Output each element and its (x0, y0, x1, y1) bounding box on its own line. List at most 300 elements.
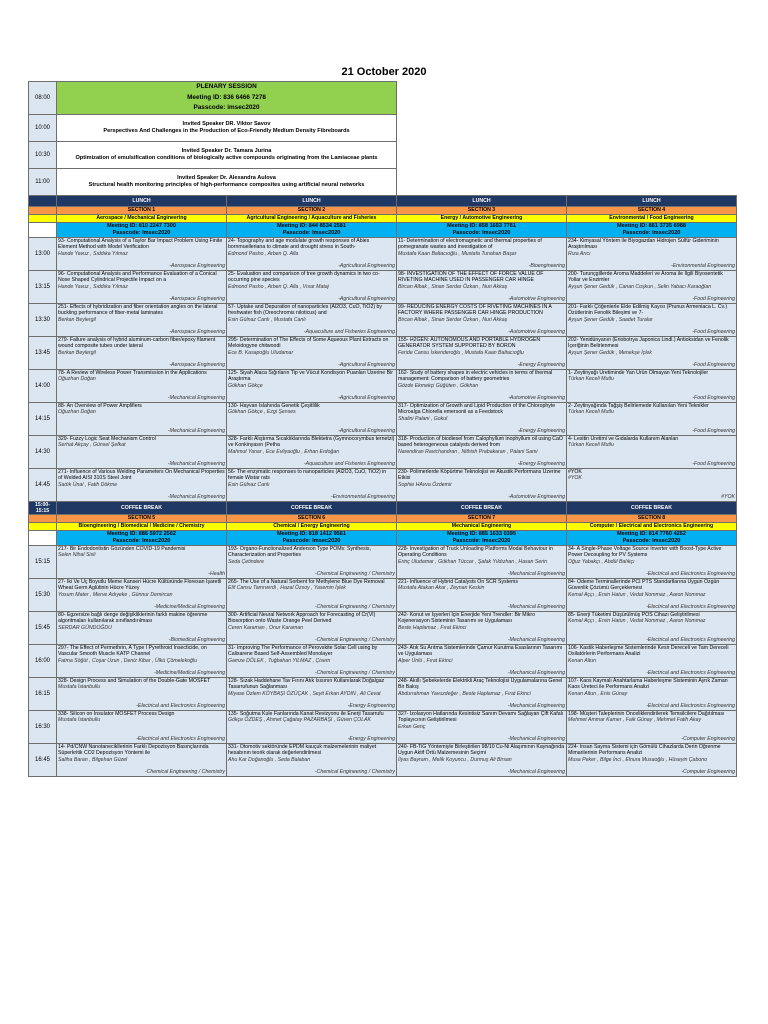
paper-authors: Ahu Kar Doğanoğlu , Seda Balaban (228, 756, 311, 763)
paper-area: -Energy Engineering (517, 427, 565, 434)
paper-area: -Computer Engineering (681, 768, 735, 775)
paper-cell (57, 402, 227, 435)
time-cell: 15:00-15:15 (29, 501, 57, 514)
paper-authors: Fatma Söğüt , Coşar Uzun , Deniz Kibar , Ülkü Çömelekoğlu (58, 657, 197, 664)
paper-area: -Energy Engineering (347, 735, 395, 742)
paper-title: 25- Evaluation and comparison of tree growth dynamics in two co-occurring pine species (228, 270, 380, 284)
paper-title: 240- FB-TiG Yöntemiyle Birleştirilen 98/10 Cu-Ni Alaşımının Kaynağında Uygun Aktif Örtü Malzemesinin Seçimi (398, 743, 565, 757)
paper-authors: Türkan Keceli Mutlu (568, 442, 614, 449)
time-cell: 16:15 (29, 677, 57, 710)
paper-title: 297- The Effect of Permethrin, A Type I Pyrethroid Insecticide, on Vascular Smooth Muscle KATP Channel (58, 644, 207, 658)
empty-cell (29, 514, 57, 522)
invited-row (29, 114, 737, 141)
time-cell: 10:30 (29, 141, 57, 168)
time-cell: 14:15 (29, 402, 57, 435)
paper-authors: Oğuzhan Doğan (58, 409, 96, 416)
time-cell: 15:45 (29, 611, 57, 644)
paper-title: 318- Production of biodiesel from Calophyllum inophyllum oil using CaO based heterogeneous catalysts derived from (398, 435, 563, 449)
section-label: SECTION 6 (227, 514, 397, 522)
paper-cell (57, 369, 227, 402)
paper-cell (567, 270, 737, 303)
paper-cell (567, 435, 737, 468)
paper-cell (227, 677, 397, 710)
paper-area: -Food Engineering (692, 427, 735, 434)
paper-area: -Agricultural Engineering (338, 361, 395, 368)
empty-cell (29, 206, 57, 214)
paper-area: -Aerospace Engineering (169, 295, 225, 302)
paper-authors: Erkan Genç (398, 723, 426, 730)
empty-cell (29, 222, 57, 237)
time-cell: 16:30 (29, 710, 57, 743)
paper-cell (397, 677, 567, 710)
meeting-info (397, 530, 567, 545)
paper-cell (57, 611, 227, 644)
meeting-info (567, 530, 737, 545)
paper-title: 243- Atık Su Arıtma Sistemlerinde Çamur Kurutma Esaslarının Tasarımı ve Uygulaması (398, 644, 563, 658)
paper-title: 27- İki Ve Üç Boyutlu Meme Kanseri Hücre Kültüründe Floresan İşaretli Wheat Germ Aglütinin Hücre Yüzey (58, 578, 222, 592)
time-cell: 14:45 (29, 468, 57, 501)
paper-area: -Chemical Engineering / Chemistry (314, 768, 395, 775)
session-row (29, 677, 737, 710)
paper-cell (397, 710, 567, 743)
paper-area: -Electrical and Electronics Engineering (646, 669, 735, 676)
paper-title: 155- H2GEN: AUTONOMOUS AND PORTABLE HYDROGEN GENERATOR SYSTEM SUPPORTED BY BORON (398, 336, 541, 350)
section-label: SECTION 7 (397, 514, 567, 522)
paper-title: 224- İnsan Sayma Sistemi için Gömülü Cihazlarda Derin Öğrenme Mimarilerinin Performans Analizi (568, 743, 721, 757)
section-label: SECTION 2 (227, 206, 397, 214)
meeting-info (57, 530, 227, 545)
paper-cell (227, 578, 397, 611)
time-cell: 15:30 (29, 578, 57, 611)
paper-area: -Electrical and Electronics Engineering (646, 636, 735, 643)
paper-cell (227, 743, 397, 776)
paper-authors: Mustafa Atakan Akar , Zeynan Keskin (398, 585, 485, 592)
paper-authors: Shalini Palani , Gokul (398, 415, 448, 422)
meeting-id: Meeting ID: 886 5972 2562 (106, 530, 177, 537)
paper-title: 56- The enzymatic responses to nanoparticles (Al2O3, CuO, TiO2) in female Wistar rats (228, 468, 387, 482)
section-topic: Mechanical Engineering (397, 522, 567, 530)
paper-area: -Energy Engineering (517, 361, 565, 368)
paper-area: -Aerospace Engineering (169, 361, 225, 368)
paper-authors: Mehmet Ammar Kamer , Faik Günay , Mehmet Fatih Akay (568, 717, 702, 724)
paper-cell (567, 237, 737, 270)
paper-cell (227, 402, 397, 435)
paper-authors: Seda Çetindere (228, 558, 265, 565)
paper-authors: Edmond Pasho , Arben Q. Alla , Vısar Mataj (228, 283, 329, 290)
paper-title: 24- Topography and age modulate growth responses of Abies bornmuelleriana to climate and drought stress in South- (228, 237, 370, 251)
coffee-break-label: COFFEE BREAK (57, 501, 227, 514)
section-topic: Computer / Electrical and Electronics Engineering (567, 522, 737, 530)
paper-area: -Food Engineering (692, 295, 735, 302)
paper-title: 80- Egzersize bağlı denge değişikliklerinin farklı makine öğrenme algoritmaları kullanılarak sınıflandırılması (58, 611, 208, 625)
paper-cell (57, 468, 227, 501)
paper-authors: Esin Gülnaz Canlı (228, 481, 270, 488)
paper-title: 14- Pd/CNW Nanotanecikllerinin Farklı Depozisyon Basınçlarında Süperkritik CO2 Depozisyon Yöntemi ile (58, 743, 209, 757)
paper-authors: Ayşun Şener Gedük , Menekşe İçlek (568, 349, 652, 356)
paper-authors: Kenan Altun , Enis Günay (568, 690, 628, 697)
paper-authors: Oğuzhan Doğan (58, 376, 96, 383)
paper-authors: Türkan Keceli Mutlu (568, 376, 614, 383)
date-title: 21 October 2020 (341, 66, 427, 78)
plenary-session (57, 82, 397, 115)
paper-title: 217- Bir Endodontistin Gözünden COVID-19 Pandemisi (58, 545, 186, 552)
paper-title: 106- Kastik Haberleşme Sistemlerinde Kesir Dereceli ve Tam Dereceli Osilatörlerin Performans Analizi (568, 644, 729, 658)
paper-cell (227, 336, 397, 369)
plenary-line: PLENARY SESSION (196, 83, 257, 90)
session-row (29, 369, 737, 402)
paper-authors: Yosum Mater , Merve Adıyeke , Günnur Demircan (58, 591, 173, 598)
meeting-id: Meeting ID: 861 3735 6988 (616, 222, 687, 229)
empty-cell (29, 214, 57, 222)
paper-authors: Ayşun Şener Gedük , Saadet Turalar (568, 316, 653, 323)
invited-speaker: Invited Speaker Dr. Tamara Jurina (181, 147, 272, 154)
time-cell: 08:00 (29, 82, 57, 115)
paper-area: -Environmental Engineering (330, 493, 395, 500)
paper-area: -Mechanical Engineering (167, 427, 225, 434)
paper-authors: Gamze DÖLEK , Tuğbahan YILMAZ , Çisem (228, 657, 331, 664)
meeting-id: Meeting ID: 885 1633 0395 (446, 530, 517, 537)
paper-cell (397, 336, 567, 369)
invited-talk (57, 114, 397, 141)
paper-area: -Food Engineering (692, 361, 735, 368)
invited-speaker: Invited Speaker Dr. Alexandra Aulova (177, 174, 276, 181)
paper-cell (567, 644, 737, 677)
paper-cell (57, 435, 227, 468)
paper-cell (397, 237, 567, 270)
paper-title: 130- Hayvan Islahında Genetik Çeşitlilik (228, 402, 320, 409)
paper-authors: Narendiran Ravichandran , Nithish Prabakaran , Palani Sami (398, 448, 538, 455)
section-label: SECTION 5 (57, 514, 227, 522)
paper-title: 162- Study of battery shapes in electric vehicles in terms of thermal management: Comparison of battery geometries (398, 369, 553, 383)
paper-area: -Agricultural Engineering (338, 295, 395, 302)
paper-title: 338- Silicon on Insulator MOSFET Process Design (58, 710, 175, 717)
paper-area: -Agricultural Engineering (338, 394, 395, 401)
paper-cell (227, 435, 397, 468)
paper-area: -Environmental Engineering (670, 262, 735, 269)
paper-title: 88- An Overview of Power Amplifiers (58, 402, 142, 409)
paper-cell (567, 468, 737, 501)
paper-authors: Sadık Ünal , Fatih Dökme (58, 481, 118, 488)
meeting-id: Meeting ID: 814 7760 4262 (616, 530, 687, 537)
meeting-passcode: Passcode: Imsec2020 (282, 229, 341, 236)
paper-cell (57, 270, 227, 303)
coffee-break-label: COFFEE BREAK (397, 501, 567, 514)
paper-authors: Ece B. Kasapoğlu Uludamar (228, 349, 294, 356)
paper-authors: Rıza Arıcı (568, 250, 591, 257)
meeting-row (29, 222, 737, 237)
paper-area: -Chemical Engineering / Chemistry (314, 570, 395, 577)
session-row (29, 611, 737, 644)
paper-cell (227, 710, 397, 743)
invited-speaker: Invited Speaker DR. Viktor Savov (182, 120, 271, 127)
paper-authors: Hande Yavuz , Sıddıka Yılmaz (58, 283, 128, 290)
paper-authors: SERDAR GÜNDOĞDU (58, 624, 112, 631)
paper-title: 329- Fuzzy Logic Seat Mechanism Control (58, 435, 156, 442)
meeting-id: Meeting ID: 844 8534 2581 (276, 222, 347, 229)
paper-authors: Kenan Altun (568, 657, 597, 664)
lunch-label: LUNCH (397, 195, 567, 206)
paper-authors: Kemal Aççı , Ersin Hatun , Vedat Nommaz , Aaron Nommaz (568, 618, 706, 625)
paper-title: 98- INVESTIGATION OF THE EFFECT OF FORCE VALUE OF RIVETING MACHINE USED IN PASSENGER CAR HINGE (398, 270, 544, 284)
paper-area: #YOK (721, 493, 735, 500)
paper-authors: Ayşun Şener Gedük , Canan Coşkun , Selin Yabacı Karaoğlan (568, 283, 712, 290)
paper-title: 201- Farklı Çöğenlerle Elde Edilmiş Kayısı (Prunus Armeniaca L. Cv.) Özütlerinin Fenolik Bileşimi ve 7- (568, 303, 728, 317)
paper-area: -Electrical and Electronics Engineering (136, 702, 225, 709)
empty-cell (29, 522, 57, 530)
section-row (29, 514, 737, 522)
paper-cell (57, 303, 227, 336)
paper-cell (397, 270, 567, 303)
invited-title: Optimization of emulsification conditions of biologically active compounds originating from the Lamiaceae plants (75, 154, 378, 161)
paper-authors: Berkan Beylergil (58, 349, 96, 356)
paper-area: -Mechanical Engineering (507, 636, 565, 643)
meeting-row (29, 530, 737, 545)
paper-area: -Mechanical Engineering (167, 460, 225, 467)
meeting-passcode: Passcode: Imsec2020 (112, 537, 171, 544)
paper-area: -Health (208, 570, 225, 577)
paper-area: -Electrical and Electronics Engineering (646, 702, 735, 709)
paper-cell (57, 336, 227, 369)
time-cell: 13:30 (29, 303, 57, 336)
section-label: SECTION 1 (57, 206, 227, 214)
session-row (29, 435, 737, 468)
paper-title: 78- A Review of Wireless Power Transmission in the Applications (58, 369, 207, 376)
paper-cell (397, 369, 567, 402)
meeting-passcode: Passcode: Imsec2020 (112, 229, 171, 236)
paper-cell (57, 237, 227, 270)
meeting-id: Meeting ID: 810 2247 7300 (106, 222, 177, 229)
paper-title: 198- Müşteri Taleplerinin Önceliklendirilerek Temsilcilere Dağıtılması (568, 710, 725, 717)
paper-area: -Medicine/Medical Engineering (154, 669, 225, 676)
lunch-label: LUNCH (227, 195, 397, 206)
meeting-passcode: Passcode: Imsec2020 (622, 537, 681, 544)
session-row (29, 578, 737, 611)
paper-authors: Hande Yavuz , Sıddıka Yılmaz (58, 250, 128, 257)
paper-cell (567, 677, 737, 710)
paper-area: -Aquaculture and Fisheries Engineering (303, 460, 395, 467)
paper-cell (397, 644, 567, 677)
paper-area: -Chemical Engineering / Chemistry (144, 768, 225, 775)
paper-title: 128- Sızak Haddehane Tav Fırını Atık Isısının Kullanılarak Doğalgaz Tasarrufunun Sağlanması (228, 677, 385, 691)
meeting-info (227, 530, 397, 545)
paper-cell (397, 578, 567, 611)
paper-area: -Food Engineering (692, 460, 735, 467)
plenary-line: Meeting ID: 836 6466 7278 (187, 93, 266, 101)
paper-cell (397, 468, 567, 501)
time-cell (29, 195, 57, 206)
paper-area: -Mechanical Engineering (507, 702, 565, 709)
paper-title: #YOK (568, 468, 582, 475)
paper-area: -Automotive Engineering (508, 328, 565, 335)
paper-title: 331- Otomotiv sektöründe EPDM kauçuk malzemelerinin maliyet hesabının teorik olarak değerlendirilmesi (228, 743, 377, 757)
invited-row (29, 168, 737, 195)
paper-cell (227, 303, 397, 336)
paper-title: 2- Zeytinyağında Tağşiş Belirlemede Kullanılan Yeni Teknikler (568, 402, 709, 409)
paper-authors: Miyase Özlem KÖYBAŞI ÖZÜÇAK , Seyit Erkan AYDIN , Ali Cevat (228, 690, 381, 697)
paper-area: -Energy Engineering (347, 702, 395, 709)
time-cell: 14:30 (29, 435, 57, 468)
lunch-label: LUNCH (57, 195, 227, 206)
paper-title: 31- Improving The Performance of Perovskite Solar Cell using by Calixarene Based Self-Assembled Monolayer (228, 644, 378, 658)
plenary-row (29, 82, 737, 115)
session-row (29, 710, 737, 743)
paper-area: -Food Engineering (692, 328, 735, 335)
paper-title: 1- Zeytinyağı Üretiminde Yan Ürün Olmayan Yeni Teknolojiler (568, 369, 709, 376)
paper-authors: Elif Cansu Tamrverdi , Hazal Özsoy , Yasemin İşlek (228, 585, 346, 592)
paper-area: -Mechanical Engineering (507, 768, 565, 775)
paper-title: 202- Yenidünyanın (Eriobotrya Japonica Lindl.) Antioksidan ve Fenolik İçeriğinin Belirlenmesi (568, 336, 729, 350)
paper-title: 135- Soğutma Kule Fanlarında Kanat Revizyonu ile Enerji Tasarrufu (228, 710, 384, 717)
paper-area: -Chemical Engineering / Chemistry (314, 669, 395, 676)
paper-area: -Aerospace Engineering (169, 262, 225, 269)
schedule-table (28, 81, 737, 777)
paper-authors: Mustafa İstanbullu (58, 684, 101, 691)
section-topic: Energy / Automotive Engineering (397, 214, 567, 222)
paper-title: 125- Siyah Alaca Sığırların Tip ve Vücut Kondisyon Puanları Üzerine Bir Araştırma (228, 369, 393, 383)
paper-area: -Mechanical Engineering (507, 669, 565, 676)
coffee-break-label: COFFEE BREAK (567, 501, 737, 514)
paper-authors: Edmond Pasho , Arben Q. Alla (228, 250, 299, 257)
meeting-passcode: Passcode: Imsec2020 (622, 229, 681, 236)
paper-cell (227, 369, 397, 402)
paper-title: 96- Computational Analysis and Performance Evaluation of a Conical Nose Shaped Cylindrical Projectile Impact on a (58, 270, 217, 284)
paper-authors: Gökhan Gökçe (228, 382, 263, 389)
paper-area: -Bioengineering (528, 262, 565, 269)
paper-area: -Automotive Engineering (508, 493, 565, 500)
paper-area: -Mechanical Engineering (507, 570, 565, 577)
paper-area: -Agricultural Engineering (338, 427, 395, 434)
paper-area: -Mechanical Engineering (507, 735, 565, 742)
time-cell: 14:00 (29, 369, 57, 402)
paper-authors: Türkan Keceli Mutlu (568, 409, 614, 416)
paper-area: -Electrical and Electronics Engineering (646, 603, 735, 610)
paper-cell (567, 611, 737, 644)
time-cell: 15:15 (29, 545, 57, 578)
paper-authors: Selen Nihal Sisli (58, 552, 96, 559)
paper-authors: Serhat Akçay , Günsel Şefkat (58, 442, 126, 449)
paper-authors: Kemal Aççı , Ersin Hatun , Vedat Nommaz , Aaron Nommaz (568, 591, 706, 598)
meeting-id: Meeting ID: 858 1653 7761 (446, 222, 517, 229)
time-cell: 13:15 (29, 270, 57, 303)
paper-authors: Esin Gülnaz Canlı , Mustafa Canlı (228, 316, 306, 323)
session-row (29, 237, 737, 270)
paper-cell (57, 677, 227, 710)
meeting-info (57, 222, 227, 237)
section-topic: Bioengineering / Biomedical / Medicine / Chemistry (57, 522, 227, 530)
meeting-passcode: Passcode: Imsec2020 (452, 537, 511, 544)
paper-title: 200- Turunçgillerde Aroma Maddeleri ve Aroma ile İlgili Biyosentetik Yollar ve Enzimler (568, 270, 723, 284)
paper-authors: Ceren Karaman , Onur Karaman (228, 624, 303, 631)
paper-title: 11- Determination of electromagnetic and thermal properties of pomegranate wastes and investigation of (398, 237, 542, 251)
invited-talk (57, 141, 397, 168)
paper-area: -Electrical and Electronics Engineering (646, 570, 735, 577)
paper-title: 34- A Single-Phase Voltage Source Inverter with Boost-Type Active Power Decoupling for PV Systems (568, 545, 722, 559)
meeting-id: Meeting ID: 818 1412 9561 (276, 530, 347, 537)
section-topic: Environmental / Food Engineering (567, 214, 737, 222)
paper-authors: Erinç Uludamar , Gökhan Tüccar , Şafak Yıldızhan , Hasan Serin (398, 558, 547, 565)
paper-title: 251- Effects of hybridization and fiber orientation angles on the lateral buckling performance of fiber-metal laminates (58, 303, 218, 317)
paper-title: 99- REDUCING ENERGY COSTS OF RIVETING MACHINES IN A FACTORY WHERE PASSENGER CAR HINGE PRODUCTION (398, 303, 552, 317)
empty-cell (397, 141, 737, 168)
paper-authors: Berkan Beylergil (58, 316, 96, 323)
section-topic: Chemical / Energy Engineering (227, 522, 397, 530)
paper-area: -Chemical Engineering / Chemistry (314, 636, 395, 643)
paper-area: -Chemical Engineering / Chemistry (314, 603, 395, 610)
paper-cell (57, 710, 227, 743)
meeting-info (397, 222, 567, 237)
paper-cell (227, 545, 397, 578)
paper-cell (567, 402, 737, 435)
paper-title: 234- Kimyasal Yöntem ile Biyogazdan Hidrojen Sülfür Gideriminin Araştırılması (568, 237, 719, 251)
paper-authors: Bircan Albak , Sinan Serdar Özkan , Nuri Akkaş (398, 316, 508, 323)
paper-cell (57, 644, 227, 677)
paper-area: -Automotive Engineering (508, 295, 565, 302)
paper-cell (397, 303, 567, 336)
section-topic: Aerospace / Mechanical Engineering (57, 214, 227, 222)
paper-title: 279- Failure analysis of hybrid aluminum-carbon fiber/epoxy filament wound composite tubes under lateral (58, 336, 216, 350)
paper-cell (567, 743, 737, 776)
paper-cell (57, 545, 227, 578)
paper-cell (397, 743, 567, 776)
paper-title: 271- Influence of Various Welding Parameters On Mechanical Properties of Welded AISI 310S Steel Joint (58, 468, 225, 482)
meeting-info (567, 222, 737, 237)
time-cell: 10:00 (29, 114, 57, 141)
empty-cell (397, 168, 737, 195)
paper-cell (567, 545, 737, 578)
session-row (29, 545, 737, 578)
paper-area: -Food Engineering (692, 394, 735, 401)
paper-area: -Electrical and Electronics Engineering (136, 735, 225, 742)
paper-cell (567, 369, 737, 402)
paper-cell (397, 435, 567, 468)
paper-authors: Abdurrahman Yavuzdeğer , Beste Haplamaz , Fırat Ekinci (398, 690, 531, 697)
session-row (29, 336, 737, 369)
paper-title: 242- Konut ve İşyerleri İçin Enerjide Yeni Trendler: Bir Mikro Kojenerasyon Sisteminin Tasarımı ve Uygulaması (398, 611, 535, 625)
paper-title: 193- Organo-Functionalized Anderson Type POMs: Synthesis, Characterization and Properties (228, 545, 371, 559)
paper-area: -Automotive Engineering (508, 394, 565, 401)
invited-title: Perspectives And Challenges in the Production of Eco-Friendly Medium Density Fibreboards (103, 127, 350, 134)
paper-cell (397, 402, 567, 435)
paper-cell (567, 336, 737, 369)
section-label: SECTION 4 (567, 206, 737, 214)
time-cell: 16:00 (29, 644, 57, 677)
paper-authors: Mahmut Yanar , Ece Evliyaoğlu , Erhan Erdoğan (228, 448, 340, 455)
paper-title: 295- Determination of The Effects of Some Aqueous Plant Extracts on Meloidogyne chitwoodi (228, 336, 389, 350)
coffee-break-label: COFFEE BREAK (227, 501, 397, 514)
meeting-info (227, 222, 397, 237)
paper-authors: Oğuz Yabakçı , Abdül Balıkçı (568, 558, 635, 565)
session-row (29, 743, 737, 776)
paper-area: -Mechanical Engineering (167, 394, 225, 401)
empty-cell (397, 82, 737, 115)
paper-cell (57, 578, 227, 611)
paper-area: -Aerospace Engineering (169, 328, 225, 335)
session-row (29, 270, 737, 303)
paper-authors: Gökhan Gökçe , Ezgi Şenses (228, 409, 296, 416)
paper-cell (567, 303, 737, 336)
time-cell: 16:45 (29, 743, 57, 776)
paper-title: 84- Ödeme Terminallerinde PCI PTS Standartlarına Uygun Özgün Güvenlik Çözümü Gerçeklemesi (568, 578, 720, 592)
paper-title: 317- Optimization of Growth and Lipid Production of the Chlorophyte Microalga Chlorella emersonii as a Feedstock (398, 402, 556, 416)
section-label: SECTION 3 (397, 206, 567, 214)
paper-cell (397, 545, 567, 578)
paper-authors: Saliha Baran , Bilgehan Güzel (58, 756, 128, 763)
paper-area: -Aquaculture and Fisheries Engineering (303, 328, 395, 335)
time-cell: 13:00 (29, 237, 57, 270)
session-row (29, 644, 737, 677)
topic-row (29, 214, 737, 222)
paper-authors: Bircan Albak , Sinan Serdar Özkan , Nuri Akkaş (398, 283, 508, 290)
